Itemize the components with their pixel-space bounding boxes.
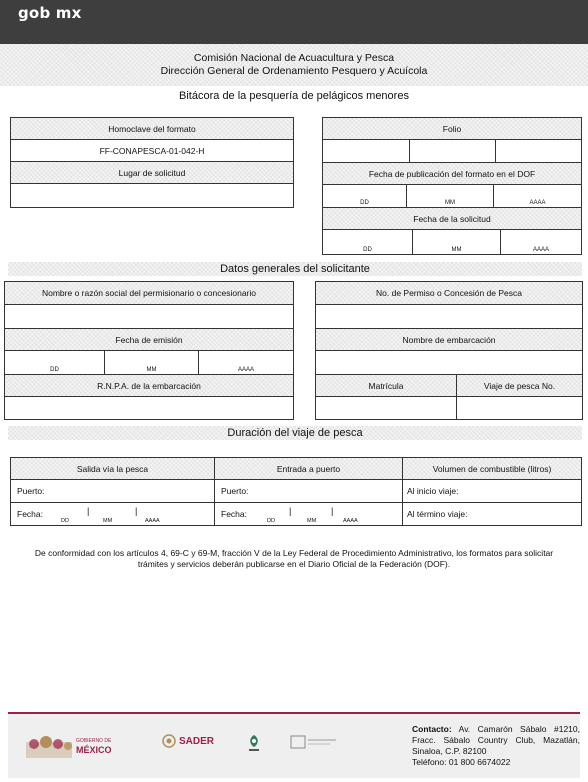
rnpa-label: R.N.P.A. de la embarcación [5,375,293,397]
sader-logo [162,734,214,748]
fecha-label: Fecha: [221,509,247,519]
sol-year-field[interactable] [501,230,581,254]
folio-field-2[interactable] [410,140,496,163]
emision-day-field[interactable] [5,351,105,375]
permiso-label: No. de Permiso o Concesión de Pesca [316,282,582,305]
legal-note: De conformidad con los artículos 4, 69-C y 69-M, fracción V de la Ley Federal de Procedimiento Administrativo, los formatos para solicitar trámites y servicios deberán publicarse en el Diario Oficial de la Federación (DOF). [34,548,554,569]
contact-label: Contacto: [412,724,452,734]
sol-month-field[interactable] [413,230,501,254]
puerto-label: Puerto: [17,486,45,496]
inicio-label: Al inicio viaje: [407,486,459,496]
matricula-field[interactable] [316,397,457,419]
volumen-label: Volumen de combustible (litros) [403,458,581,480]
viaje-label: Viaje de pesca No. [457,375,582,397]
gobmx-logo[interactable]: gob mx [18,4,82,22]
dd-label: DD [360,200,369,206]
dd-label: DD [267,518,275,524]
secondary-emblem-icon [290,734,338,750]
rnpa-field[interactable] [5,397,293,419]
contact-address: Av. Camarón Sábalo #1210, Fracc. Sábalo Country Club, Mazatlán, Sinaloa, C.P. 82100 [412,724,580,756]
folio-box [322,117,582,255]
section-datos-generales: Datos generales del solicitante [8,262,582,276]
emision-month-field[interactable] [105,351,199,375]
fecha-label: Fecha: [17,509,43,519]
embarcacion-field[interactable] [316,351,582,375]
contact-info [412,724,580,768]
entrada-label: Entrada a puerto [215,458,403,480]
sader-text: SADER [179,735,215,747]
date-separator: | [135,506,138,516]
secondary-logo [290,734,338,750]
mm-label: MM [451,247,462,253]
aaaa-label: AAAA [237,367,254,373]
footer [8,712,580,778]
institution-line-1: Comisión Nacional de Acuacultura y Pesca [193,52,395,64]
gobierno-big-text: MÉXICO [76,745,112,755]
contact-phone: Teléfono: 01 800 6674022 [412,757,511,767]
fecha-solicitud-label: Fecha de la solicitud [323,208,581,230]
salida-puerto-field[interactable] [11,480,215,503]
date-separator: | [87,506,90,516]
salida-label: Salida vía la pesca [11,458,215,480]
folio-field-3[interactable] [496,140,581,163]
permiso-field[interactable] [316,305,582,329]
viaje-field[interactable] [457,397,582,419]
homoclave-label: Homoclave del formato [11,118,293,140]
salida-fecha-field[interactable] [11,503,215,525]
nombre-label: Nombre o razón social del permisionario o concesionario [5,282,293,305]
mm-label: MM [307,518,317,524]
puerto-label: Puerto: [221,486,249,496]
emision-year-field[interactable] [199,351,293,375]
fecha-emision-label: Fecha de emisión [5,329,293,351]
dd-label: DD [363,247,372,253]
sader-emblem-icon [162,734,176,748]
institution-header [0,44,588,86]
gobierno-small-text: GOBIERNO DE [76,738,112,744]
pub-month-field[interactable] [407,185,494,208]
pub-year-field[interactable] [494,185,581,208]
solicitante-box [4,281,294,420]
date-separator: | [331,506,334,516]
aaaa-label: AAAA [529,200,546,206]
fecha-publicacion-label: Fecha de publicación del formato en el DOF [323,163,581,185]
lugar-field[interactable] [11,184,293,207]
entrada-fecha-field[interactable] [215,503,403,525]
mm-label: MM [146,367,157,373]
date-separator: | [289,506,292,516]
homoclave-value: FF-CONAPESCA-01-042-H [11,140,293,162]
combustible-termino-field[interactable] [403,503,581,525]
termino-label: Al término viaje: [407,509,468,519]
conapesca-emblem-icon [246,734,262,752]
aaaa-label: AAAA [532,247,549,253]
sol-day-field[interactable] [323,230,413,254]
pub-day-field[interactable] [323,185,407,208]
section-duracion: Duración del viaje de pesca [8,426,582,440]
gobierno-mexico-logo [26,734,112,758]
mm-label: MM [103,518,113,524]
dd-label: DD [61,518,69,524]
entrada-puerto-field[interactable] [215,480,403,503]
format-info-box [10,117,294,208]
aaaa-label: AAAA [145,518,160,524]
top-bar [0,0,588,44]
matricula-label: Matrícula [316,375,457,397]
conapesca-logo [246,734,262,752]
institution-line-2: Dirección General de Ordenamiento Pesquero y Acuícola [160,65,428,77]
form-title: Bitácora de la pesquería de pelágicos menores [179,90,409,102]
duracion-box [10,457,582,526]
lugar-label: Lugar de solicitud [11,162,293,184]
aaaa-label: AAAA [343,518,358,524]
embarcacion-box [315,281,583,420]
escudo-graphic [26,734,72,758]
folio-label: Folio [323,118,581,140]
nombre-field[interactable] [5,305,293,329]
folio-field-1[interactable] [323,140,410,163]
mm-label: MM [445,200,455,206]
combustible-inicio-field[interactable] [403,480,581,503]
embarcacion-label: Nombre de embarcación [316,329,582,351]
dd-label: DD [50,367,59,373]
